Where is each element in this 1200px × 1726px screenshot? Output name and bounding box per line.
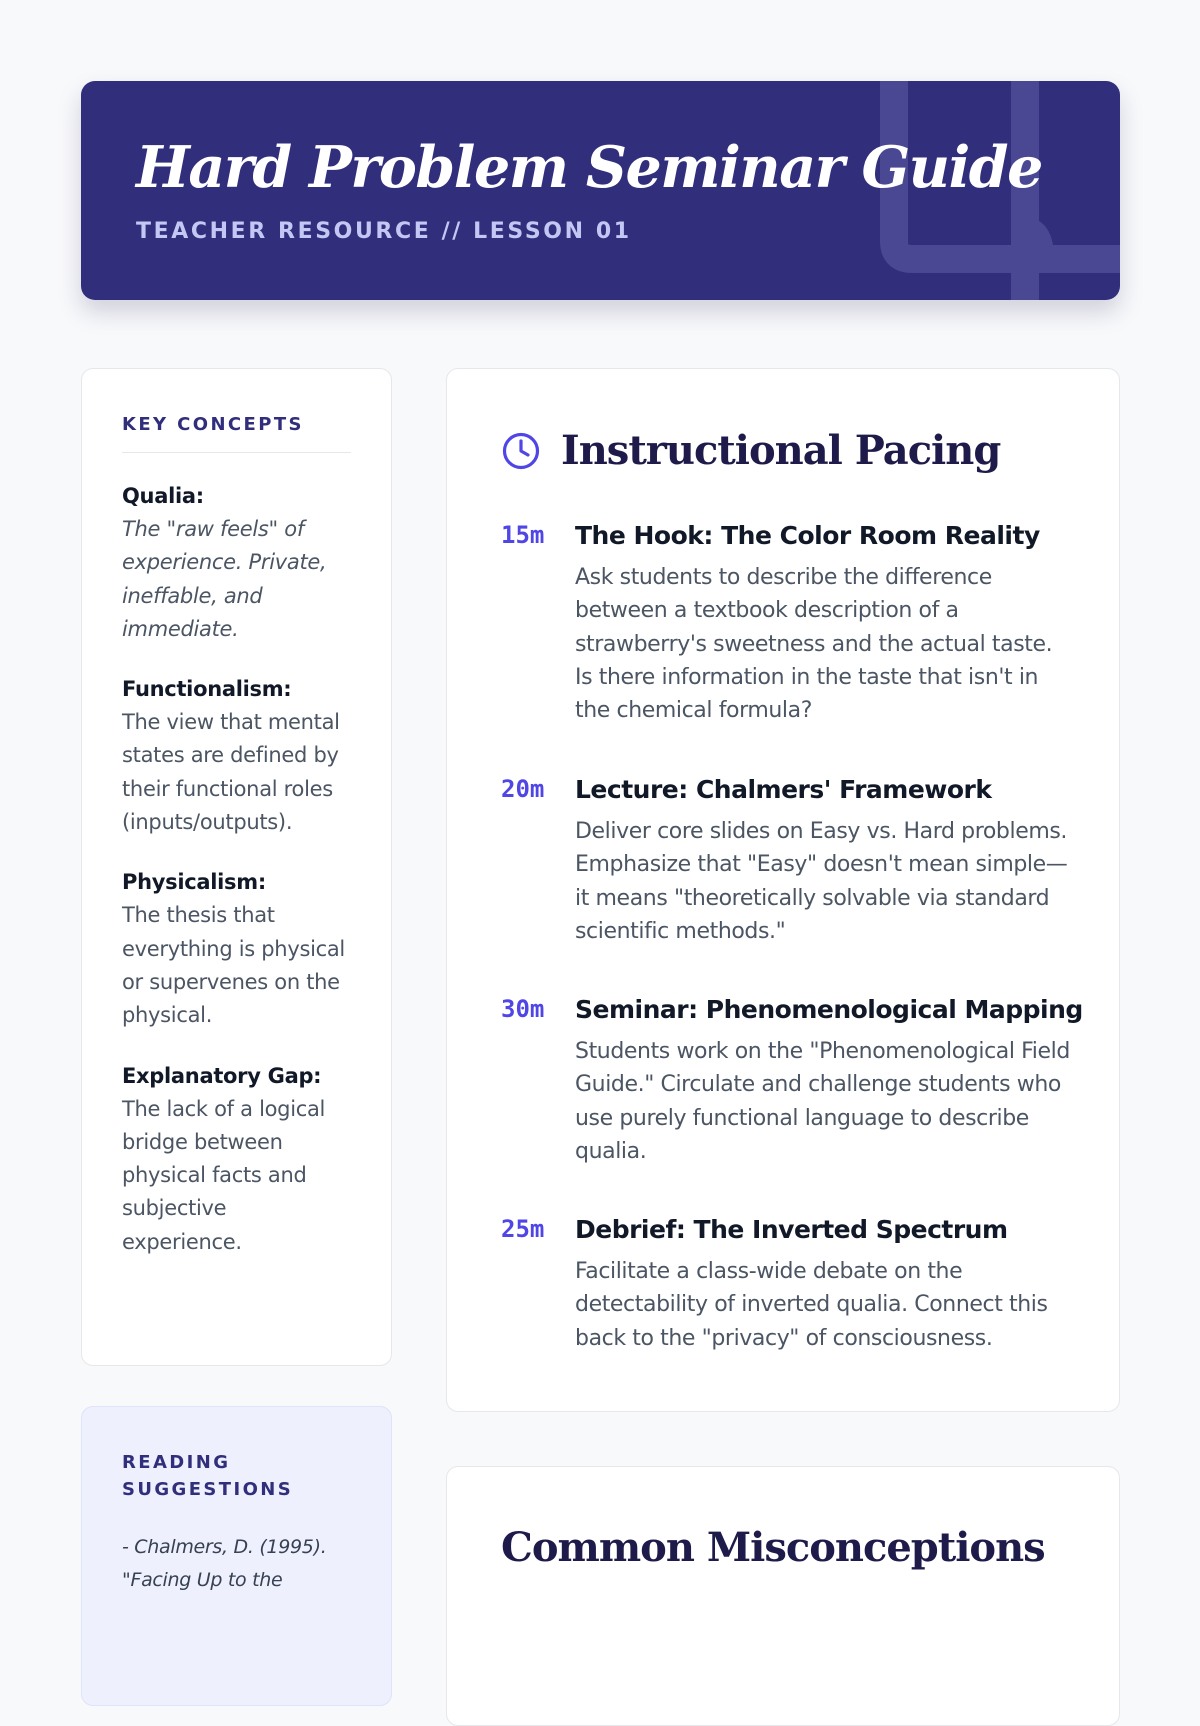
pacing-duration: 30m [501, 995, 545, 1023]
pacing-item-title: Lecture: Chalmers' Framework [575, 775, 992, 804]
concept-term: Physicalism: [122, 870, 266, 895]
pacing-item-title: Debrief: The Inverted Spectrum [575, 1215, 1008, 1244]
concept-item [122, 1060, 351, 1259]
key-concepts-card [81, 368, 392, 1366]
pacing-item-title: The Hook: The Color Room Reality [575, 521, 1040, 550]
reading-suggestions-heading: READING SUGGESTIONS [122, 1452, 294, 1500]
concept-term: Qualia: [122, 484, 204, 508]
misconceptions-title: Common Misconceptions [501, 1524, 1045, 1571]
page-title: Hard Problem Seminar Guide [136, 134, 1042, 201]
pacing-duration: 20m [501, 775, 545, 803]
concept-definition: The lack of a logical bridge between physical facts and subjective experience. [122, 1096, 326, 1254]
pacing-item-description: Students work on the "Phenomenological Field Guide." Circulate and challenge students who use purely functional language to describe qualia. [575, 1039, 1070, 1164]
header-banner [81, 81, 1120, 300]
pacing-duration: 15m [501, 521, 545, 549]
pacing-item-description: Ask students to describe the difference between a textbook description of a strawberry's sweetness and the actual taste. Is there information in the taste that isn't in the chemical formula? [575, 565, 1053, 724]
lesson-guide-page [81, 81, 1120, 1591]
concept-item [122, 866, 351, 1032]
concept-term: Functionalism: [122, 677, 292, 702]
pacing-item-description: Facilitate a class-wide debate on the detectability of inverted qualia. Connect this back to the "privacy" of consciousness. [575, 1259, 1048, 1351]
page-subtitle: TEACHER RESOURCE // LESSON 01 [136, 219, 632, 244]
reading-item: - Chalmers, D. (1995). "Facing Up to the [122, 1536, 327, 1591]
instructional-pacing-card [446, 368, 1120, 1412]
key-concepts-heading: KEY CONCEPTS [122, 411, 351, 453]
reading-suggestions-card [81, 1406, 392, 1706]
pacing-heading [501, 424, 1000, 478]
pacing-title: Instructional Pacing [561, 427, 1001, 474]
clock-icon [501, 431, 541, 471]
concept-term: Explanatory Gap: [122, 1063, 322, 1088]
concept-item [122, 673, 351, 839]
concept-item [122, 480, 351, 646]
pacing-item-title: Seminar: Phenomenological Mapping [575, 995, 1083, 1024]
concept-definition: The view that mental states are defined by their functional roles (inputs/outputs). [122, 710, 340, 835]
pacing-duration: 25m [501, 1215, 545, 1243]
concept-definition: The "raw feels" of experience. Private, ineffable, and immediate. [122, 517, 327, 641]
pacing-item-description: Deliver core slides on Easy vs. Hard problems. Emphasize that "Easy" doesn't mean simple—it means "theoretically solvable via standard scientific methods." [575, 819, 1068, 944]
misconceptions-card [446, 1466, 1120, 1726]
concept-definition: The thesis that everything is physical or supervenes on the physical. [122, 903, 345, 1028]
